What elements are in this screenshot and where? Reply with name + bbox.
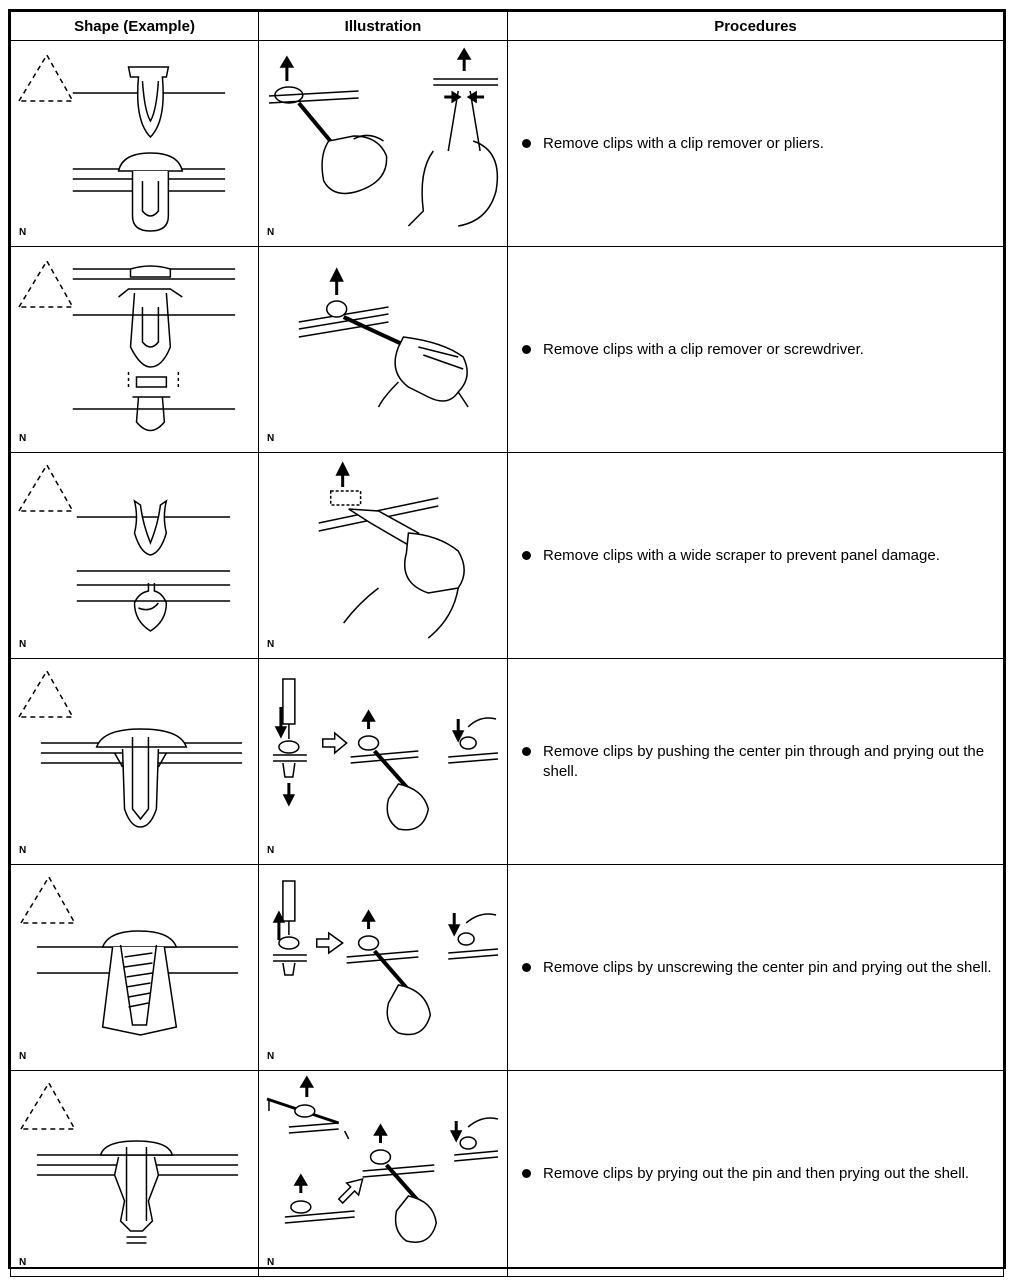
note-mark: N: [19, 227, 27, 238]
clip-shape-drawing: [11, 1071, 258, 1276]
clip-shape-drawing: [11, 453, 258, 658]
note-mark: N: [267, 227, 275, 238]
bullet-icon: [522, 963, 531, 972]
bullet-icon: [522, 139, 531, 148]
removal-illustration: [259, 1071, 507, 1276]
procedure-cell: [508, 247, 1004, 453]
illustration-cell: [259, 41, 508, 247]
bullet-icon: [522, 1169, 531, 1178]
clip-removal-sheet: [8, 9, 1006, 1269]
illustration-cell: [259, 659, 508, 865]
clip-shape-drawing: [11, 41, 258, 246]
procedure-text: Remove clips by prying out the pin and then prying out the shell.: [543, 1164, 970, 1182]
procedure-cell: [508, 865, 1004, 1071]
procedure-text: Remove clips with a clip remover or pliers.: [543, 134, 824, 152]
removal-illustration: [259, 865, 507, 1070]
shape-cell: [11, 1071, 259, 1277]
note-mark: N: [19, 639, 27, 650]
table-row: [11, 41, 1004, 247]
shape-cell: [11, 865, 259, 1071]
shape-cell: [11, 247, 259, 453]
table-row: [11, 659, 1004, 865]
table-row: [11, 1071, 1004, 1277]
note-mark: N: [267, 845, 275, 856]
note-mark: N: [19, 1257, 27, 1268]
note-mark: N: [267, 639, 275, 650]
clip-removal-table: [10, 11, 1004, 1277]
clip-shape-drawing: [11, 247, 258, 452]
header-illustration: Illustration: [259, 12, 508, 41]
note-mark: N: [19, 1051, 27, 1062]
illustration-cell: [259, 865, 508, 1071]
table-row: [11, 247, 1004, 453]
note-mark: N: [267, 1051, 275, 1062]
illustration-cell: [259, 1071, 508, 1277]
shape-cell: [11, 659, 259, 865]
shape-cell: [11, 41, 259, 247]
procedure-cell: [508, 1071, 1004, 1277]
note-mark: N: [267, 433, 275, 444]
procedure-text: Remove clips by unscrewing the center pin and prying out the shell.: [543, 958, 992, 976]
removal-illustration: [259, 247, 507, 452]
removal-illustration: [259, 41, 507, 246]
table-row: [11, 453, 1004, 659]
procedure-text: Remove clips with a wide scraper to prevent panel damage.: [543, 546, 940, 564]
procedure-cell: [508, 41, 1004, 247]
illustration-cell: [259, 453, 508, 659]
procedure-cell: [508, 659, 1004, 865]
note-mark: N: [19, 845, 27, 856]
bullet-icon: [522, 747, 531, 756]
header-shape: Shape (Example): [11, 12, 259, 41]
table-row: [11, 865, 1004, 1071]
removal-illustration: [259, 453, 507, 658]
illustration-cell: [259, 247, 508, 453]
note-mark: N: [267, 1257, 275, 1268]
table-header-row: [11, 12, 1004, 41]
clip-shape-drawing: [11, 659, 258, 864]
procedure-text: Remove clips with a clip remover or screwdriver.: [543, 340, 864, 358]
procedure-text: Remove clips by pushing the center pin through and prying out the shell.: [543, 742, 985, 780]
bullet-icon: [522, 345, 531, 354]
clip-shape-drawing: [11, 865, 258, 1070]
header-procedures: Procedures: [508, 12, 1004, 41]
removal-illustration: [259, 659, 507, 864]
note-mark: N: [19, 433, 27, 444]
shape-cell: [11, 453, 259, 659]
bullet-icon: [522, 551, 531, 560]
procedure-cell: [508, 453, 1004, 659]
